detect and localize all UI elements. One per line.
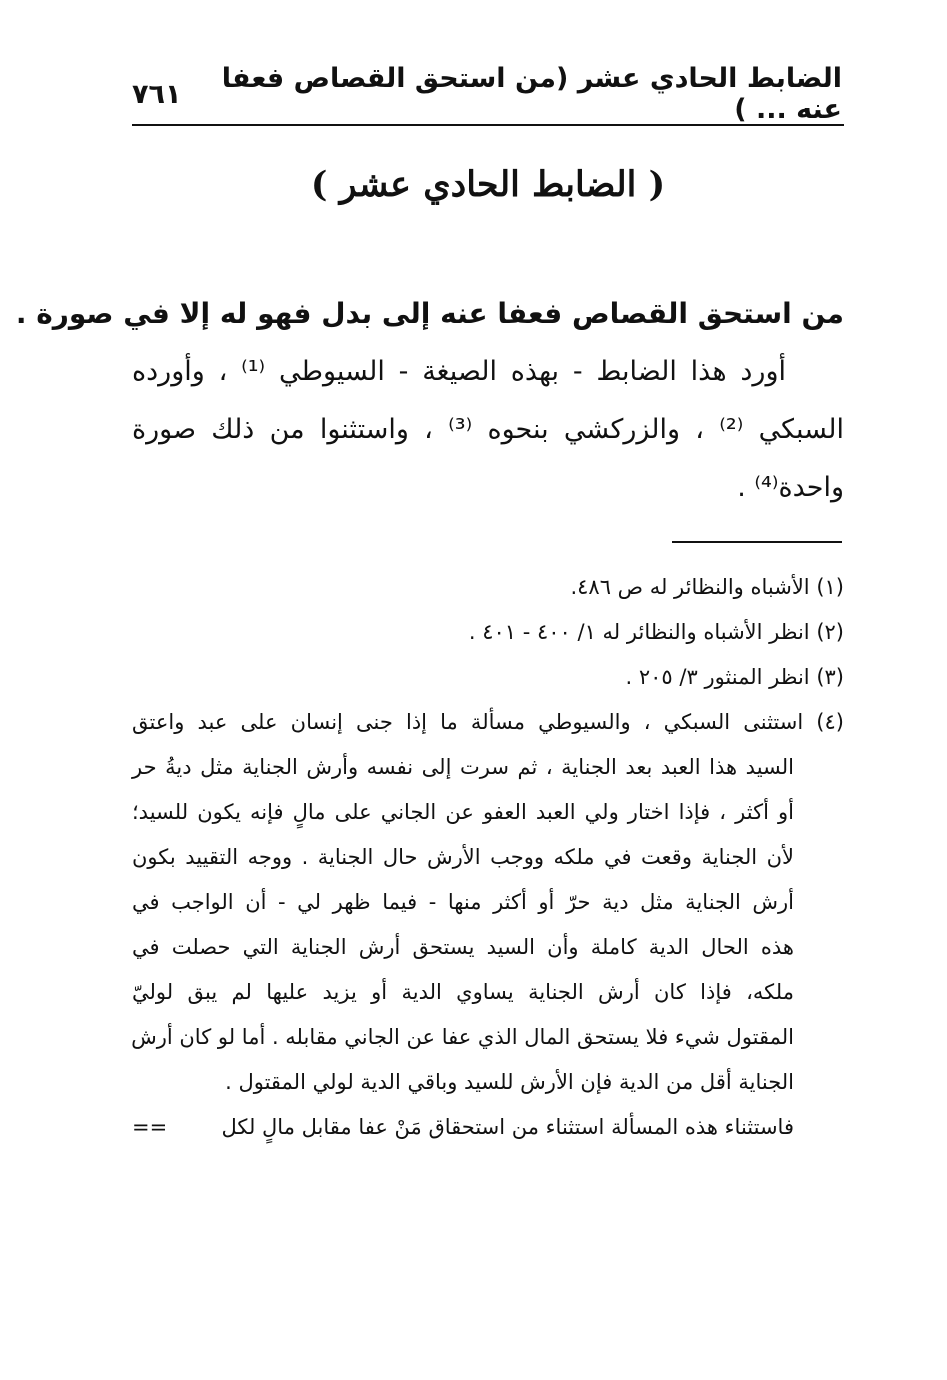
footnote-4-line: أو أكثر ، فإذا اختار ولي العبد العفو عن الجاني على مالٍ فإنه يكون للسيد؛ (132, 800, 794, 824)
footnote-4-line: الجناية أقل من الدية فإن الأرش للسيد وباقي الدية لولي المقتول . (225, 1070, 794, 1094)
footnote-4-line: ملكه، فإذا كان أرش الجناية يساوي الدية أو يزيد عليها لم يبق لوليّ (132, 980, 794, 1004)
continuation-text: فاستثناء هذه المسألة استثناء من استحقاق مَنْ عفا مقابل مالٍ لكل (221, 1115, 794, 1139)
running-header (132, 63, 842, 125)
header-divider (132, 124, 844, 126)
rule-statement: من استحق القصاص فعفا عنه إلى بدل فهو له إلا في صورة . (15, 297, 844, 330)
section-title: ( الضابط الحادي عشر ) (310, 164, 666, 205)
footnote-divider (672, 541, 842, 543)
footnote-3: (٣) انظر المنثور ٣/ ٢٠٥ . (625, 665, 844, 689)
footnote-4-line: (٤) استثنى السبكي ، والسيوطي مسألة ما إذا جنى إنسان على عبد واعتق (132, 710, 844, 734)
page-number: ٧٦١ (132, 78, 182, 110)
running-header-title: الضابط الحادي عشر (من استحق القصاص فعفا عنه ... ) (221, 63, 842, 125)
paragraph-line: واحدة⁽⁴⁾ . (737, 472, 844, 503)
paragraph-line: أورد هذا الضابط - بهذه الصيغة - السيوطي ⁽¹⁾ ، وأورده (132, 356, 786, 387)
footnote-4-line: هذه الحال الدية كاملة وأن السيد يستحق أرش الجناية التي حصلت في (132, 935, 794, 959)
paragraph-line: السبكي ⁽²⁾ ، والزركشي بنحوه ⁽³⁾ ، واستثنوا من ذلك صورة (132, 414, 844, 445)
footnote-4-line: المقتول شيء فلا يستحق المال الذي عفا عن الجاني مقابله . أما لو كان أرش (131, 1025, 794, 1049)
footnote-4-continuation (132, 1105, 844, 1150)
footnote-4-line: لأن الجناية وقعت في ملكه ووجب الأرش حال الجناية . ووجه التقييد بكون (132, 845, 794, 869)
main-text (15, 285, 844, 517)
footnote-2: (٢) انظر الأشباه والنظائر له ١/ ٤٠٠ - ٤٠١ . (468, 620, 844, 644)
continuation-mark: == (132, 1115, 168, 1139)
footnote-1: (١) الأشباه والنظائر له ص ٤٨٦. (570, 575, 844, 599)
footnote-4-line: السيد هذا العبد بعد الجناية ، ثم سرت إلى نفسه وأرش الجناية مثل ديةُ حر (132, 755, 794, 779)
footnotes (132, 565, 844, 1150)
footnote-4-line: أرش الجناية مثل دية حرّ أو أكثر منها - فيما ظهر لي - أن الواجب في (132, 890, 794, 914)
